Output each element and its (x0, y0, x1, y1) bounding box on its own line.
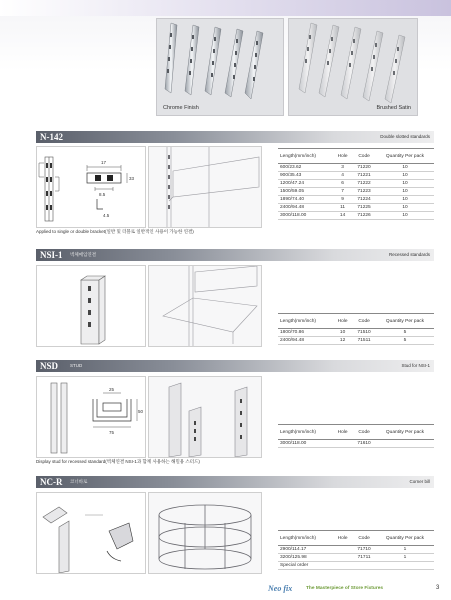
cell-hole: 6 (333, 180, 352, 188)
cell-hole: 9 (333, 196, 352, 204)
table-header-row (278, 149, 434, 164)
table-row (278, 196, 434, 204)
cell-code: 71226 (352, 212, 376, 220)
cell-code (352, 562, 376, 570)
table-header-row (278, 314, 434, 329)
satin-rails-illustration (289, 19, 417, 115)
header-code: Code (352, 425, 376, 440)
cell-qty: 10 (376, 164, 434, 172)
table-row (278, 212, 434, 220)
section-code: N-142 (40, 132, 63, 142)
section-code: NSI-1 (40, 250, 63, 260)
header-hole: Hole (333, 314, 352, 329)
nsi1-profile-drawing (37, 266, 145, 346)
table-row (278, 172, 434, 180)
table-row (278, 329, 434, 337)
page-number: 3 (436, 585, 440, 591)
nsi1-shelf-perspective (149, 266, 261, 346)
section-subtitle: 벽체매입연결 (70, 252, 97, 257)
ncr-profile-drawing (37, 493, 145, 573)
top-decorative-band (0, 0, 451, 16)
cell-hole (333, 554, 352, 562)
chrome-finish-photo (156, 18, 284, 116)
header-code: Code (352, 149, 376, 164)
cell-hole (333, 440, 352, 448)
cell-qty: 10 (376, 212, 434, 220)
cell-code: 71224 (352, 196, 376, 204)
cell-length: 3000/118.00 (278, 440, 333, 448)
cell-length: 900/35.43 (278, 172, 333, 180)
header-length: Length(mm/inch) (278, 425, 333, 440)
table-row (278, 180, 434, 188)
header-qty: Quantity Per pack (376, 314, 434, 329)
nsd-installation-photo (148, 376, 262, 458)
section-code: NC-R (40, 477, 63, 487)
n142-installation-photo (148, 146, 262, 228)
cell-length: 2400/94.48 (278, 337, 333, 345)
cell-code: 71610 (352, 440, 376, 448)
table-header-row (278, 425, 434, 440)
cell-length: 2400/94.48 (278, 204, 333, 212)
footer-brand-logo: Neo fix (268, 584, 293, 593)
nsd-detail-diagram (36, 376, 146, 458)
n142-dim-width: 17 (101, 160, 107, 165)
cell-code: 71511 (352, 337, 376, 345)
table-row (278, 554, 434, 562)
cell-length: 1800/70.86 (278, 329, 333, 337)
table-row (278, 164, 434, 172)
header-hole: Hole (333, 149, 352, 164)
ncr-detail-diagram (36, 492, 146, 574)
section-header-ncr (36, 476, 434, 488)
n142-dim-slot: 8.5 (99, 192, 106, 197)
ncr-spec-table (278, 530, 434, 570)
cell-code: 71710 (352, 546, 376, 554)
cell-code: 71711 (352, 554, 376, 562)
nsi1-installation-photo (148, 265, 262, 347)
table-row (278, 337, 434, 345)
cell-length: 1500/59.05 (278, 188, 333, 196)
nsd-spec-table (278, 424, 434, 448)
cell-qty: 10 (376, 180, 434, 188)
cell-hole (333, 546, 352, 554)
cell-length: 600/23.62 (278, 164, 333, 172)
cell-length: 1200/47.24 (278, 180, 333, 188)
brushed-satin-caption: Brushed Satin (376, 105, 411, 111)
cell-qty: 10 (376, 204, 434, 212)
cell-code: 71223 (352, 188, 376, 196)
cell-hole: 7 (333, 188, 352, 196)
cell-code: 71221 (352, 172, 376, 180)
cell-length: 2900/114.17 (278, 546, 333, 554)
section-subtitle: 코너바로 (70, 479, 88, 484)
ncr-round-rack-perspective (149, 493, 261, 573)
header-qty: Quantity Per pack (376, 531, 434, 546)
cell-qty: 5 (376, 329, 434, 337)
cell-qty: 10 (376, 188, 434, 196)
section-header-nsi1 (36, 249, 434, 261)
header-length: Length(mm/inch) (278, 531, 333, 546)
n142-spec-table (278, 148, 434, 220)
section-header-nsd (36, 360, 434, 372)
brushed-satin-photo (288, 18, 418, 116)
cell-hole: 12 (333, 337, 352, 345)
n142-shelf-perspective (149, 147, 261, 227)
ncr-installation-photo (148, 492, 262, 574)
cell-qty: 5 (376, 337, 434, 345)
n142-note: Applied to single or double bracket(일반 및 더블로 일반적인 사용이 가능한 연결) (36, 229, 194, 234)
table-row (278, 546, 434, 554)
header-hole: Hole (333, 531, 352, 546)
cell-length: 3000/118.00 (278, 212, 333, 220)
table-row (278, 204, 434, 212)
cell-qty: 1 (376, 546, 434, 554)
n142-dim-depth: 33 (129, 176, 135, 181)
cell-hole: 3 (333, 164, 352, 172)
cell-qty: 1 (376, 554, 434, 562)
cell-code: 71222 (352, 180, 376, 188)
cell-qty: 10 (376, 196, 434, 204)
nsd-dim-inner: 25 (109, 387, 115, 392)
chrome-rails-illustration (157, 19, 283, 115)
n142-dim-flange: 4.5 (103, 213, 110, 218)
section-header-n142 (36, 131, 434, 143)
section-subtitle: STUD (70, 363, 83, 368)
cell-hole: 11 (333, 204, 352, 212)
nsd-note: Display stud for recessed standard(벽체연결 NSI-1과 함께 사용하는 해밀용 스터드) (36, 459, 200, 464)
cell-code: 71510 (352, 329, 376, 337)
section-code: NSD (40, 361, 59, 371)
cell-code: 71225 (352, 204, 376, 212)
nsi1-spec-table (278, 313, 434, 345)
header-hole: Hole (333, 425, 352, 440)
header-code: Code (352, 531, 376, 546)
header-length: Length(mm/inch) (278, 314, 333, 329)
nsd-dim-width: 75 (109, 430, 115, 435)
section-description: Recessed standards (388, 252, 430, 257)
footer-tagline: The Masterpiece of Store Fixtures (306, 586, 384, 591)
nsd-profile-drawing (37, 377, 145, 457)
n142-profile-drawing (37, 147, 145, 227)
header-qty: Quantity Per pack (376, 149, 434, 164)
table-row (278, 562, 434, 570)
section-description: Stud for NSI-1 (401, 363, 430, 368)
cell-qty (376, 562, 434, 570)
chrome-finish-caption: Chrome Finish (163, 105, 199, 111)
cell-length: 3200/125.98 (278, 554, 333, 562)
section-description: Double slotted standards (380, 134, 430, 139)
header-qty: Quantity Per pack (376, 425, 434, 440)
header-length: Length(mm/inch) (278, 149, 333, 164)
table-row (278, 440, 434, 448)
table-row (278, 188, 434, 196)
cell-length: Special order (278, 562, 333, 570)
header-code: Code (352, 314, 376, 329)
table-header-row (278, 531, 434, 546)
nsi1-detail-diagram (36, 265, 146, 347)
cell-code: 71220 (352, 164, 376, 172)
cell-qty: 10 (376, 172, 434, 180)
cell-hole (333, 562, 352, 570)
cell-hole: 10 (333, 329, 352, 337)
cell-length: 1890/74.40 (278, 196, 333, 204)
cell-hole: 14 (333, 212, 352, 220)
cell-qty (376, 440, 434, 448)
nsd-stud-perspective (149, 377, 261, 457)
nsd-dim-depth: 50 (138, 409, 144, 414)
n142-detail-diagram (36, 146, 146, 228)
section-description: Corner bill (409, 479, 430, 484)
cell-hole: 4 (333, 172, 352, 180)
